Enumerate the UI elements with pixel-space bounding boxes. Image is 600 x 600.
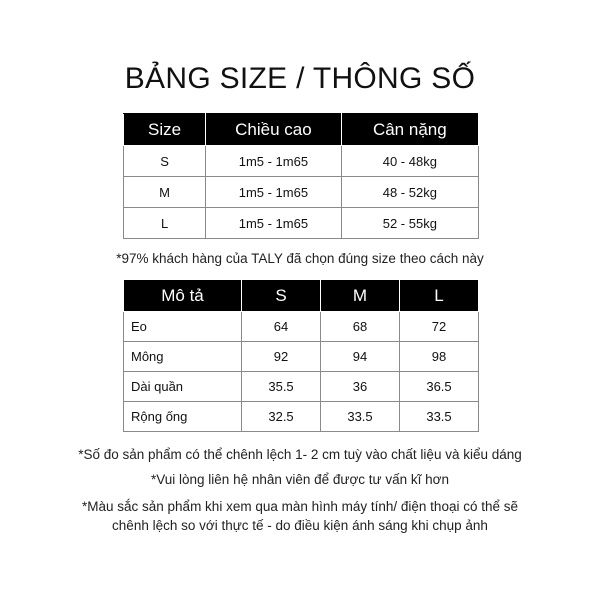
value-cell: 36 [321, 372, 400, 402]
table-row [124, 372, 479, 402]
value-cell: 68 [321, 312, 400, 342]
header-size: Size [124, 114, 206, 146]
weight-cell: 40 - 48kg [341, 146, 478, 177]
measurement-table [123, 279, 479, 432]
height-cell: 1m5 - 1m65 [206, 146, 341, 177]
header-size-m: M [321, 280, 400, 312]
value-cell: 35.5 [242, 372, 321, 402]
size-table [123, 113, 479, 239]
page-title: BẢNG SIZE / THÔNG SỐ [124, 62, 476, 95]
value-cell: 94 [321, 342, 400, 372]
size-cell: M [124, 177, 206, 208]
table-row [124, 208, 479, 239]
table-row [124, 177, 479, 208]
value-cell: 33.5 [321, 402, 400, 432]
table-row [124, 146, 479, 177]
size-cell: L [124, 208, 206, 239]
height-cell: 1m5 - 1m65 [206, 208, 341, 239]
value-cell: 36.5 [400, 372, 479, 402]
description-cell: Dài quần [124, 372, 242, 402]
weight-cell: 52 - 55kg [341, 208, 478, 239]
value-cell: 64 [242, 312, 321, 342]
description-cell: Eo [124, 312, 242, 342]
value-cell: 98 [400, 342, 479, 372]
contact-note: *Vui lòng liên hệ nhân viên để được tư vấn kĩ hơn [151, 472, 449, 487]
value-cell: 32.5 [242, 402, 321, 432]
deviation-note: *Số đo sản phẩm có thể chênh lệch 1- 2 cm tuỳ vào chất liệu và kiểu dáng [78, 447, 522, 462]
value-cell: 33.5 [400, 402, 479, 432]
table-row [124, 312, 479, 342]
color-note-line: *Màu sắc sản phẩm khi xem qua màn hình máy tính/ điện thoại có thể sẽ [82, 499, 518, 514]
table-row [124, 402, 479, 432]
header-size-s: S [242, 280, 321, 312]
header-weight: Cân nặng [341, 114, 478, 146]
color-note [0, 497, 600, 535]
value-cell: 92 [242, 342, 321, 372]
measurement-table-header-row [124, 280, 479, 312]
header-description: Mô tả [124, 280, 242, 312]
height-cell: 1m5 - 1m65 [206, 177, 341, 208]
description-cell: Mông [124, 342, 242, 372]
header-size-l: L [400, 280, 479, 312]
value-cell: 72 [400, 312, 479, 342]
table-row [124, 342, 479, 372]
size-table-header-row [124, 114, 479, 146]
customer-note: *97% khách hàng của TALY đã chọn đúng size theo cách này [116, 251, 484, 266]
description-cell: Rộng ống [124, 402, 242, 432]
size-cell: S [124, 146, 206, 177]
header-height: Chiều cao [206, 114, 341, 146]
weight-cell: 48 - 52kg [341, 177, 478, 208]
color-note-line: chênh lệch so với thực tế - do điều kiện ánh sáng khi chụp ảnh [112, 518, 488, 533]
